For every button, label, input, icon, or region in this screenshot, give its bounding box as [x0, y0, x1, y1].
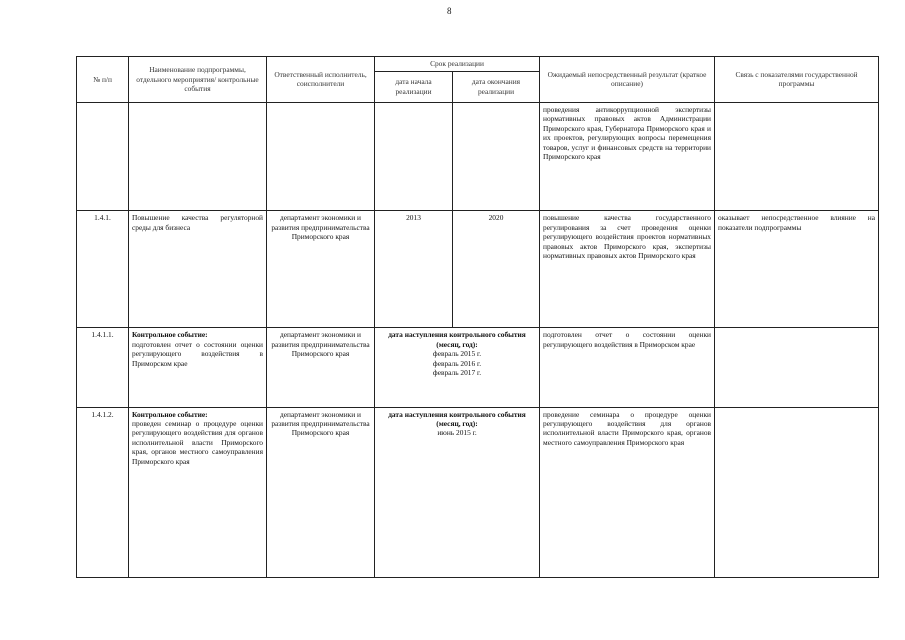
- row-result: проведения антикоррупционной экспертизы нормативных правовых актов Администрации Приморского края, Губернатора Приморского края и их проектов, регулирующих вопросы перемещения товаров, услуг и финансовых средств на территории Приморского края: [540, 102, 715, 211]
- row-name: [129, 102, 267, 211]
- header-responsible: Ответственный исполнитель, соисполнители: [267, 57, 375, 103]
- control-event-label: Контрольное событие:: [132, 330, 208, 340]
- header-num: № п/п: [77, 57, 129, 103]
- table-row: [77, 102, 879, 211]
- control-event-label: Контрольное событие:: [132, 409, 208, 419]
- row-link: [715, 407, 879, 577]
- table-row: [77, 211, 879, 328]
- row-num: 1.4.1.1.: [77, 328, 129, 407]
- row-end: 2020: [453, 211, 540, 328]
- row-num: [77, 102, 129, 211]
- row-num: 1.4.1.2.: [77, 407, 129, 577]
- row-responsible: департамент экономики и развития предпринимательства Приморского края: [267, 328, 375, 407]
- row-end: [453, 102, 540, 211]
- header-result: Ожидаемый непосредственный результат (краткое описание): [540, 57, 715, 103]
- row-start: 2013: [375, 211, 453, 328]
- row-link: [715, 102, 879, 211]
- control-event-date: февраль 2015 г.: [432, 349, 482, 359]
- row-responsible: департамент экономики и развития предпринимательства Приморского края: [267, 211, 375, 328]
- table-row: [77, 407, 879, 577]
- header-start-date: дата начала реализации: [375, 71, 453, 102]
- row-link: оказывает непосредственное влияние на показатели подпрограммы: [715, 211, 879, 328]
- program-plan-table: [76, 56, 879, 578]
- row-responsible: департамент экономики и развития предпринимательства Приморского края: [267, 407, 375, 577]
- row-result: проведение семинара о процедуре оценки регулирующего воздействия для органов исполнительной власти Приморского края, органов местного самоуправления Приморского края: [540, 407, 715, 577]
- control-event-date: февраль 2016 г.: [432, 358, 482, 368]
- header-period: Срок реализации: [375, 57, 540, 72]
- header-link: Связь с показателями государственной программы: [715, 57, 879, 103]
- row-result: подготовлен отчет о состоянии оценки регулирующего воздействия в Приморском крае: [540, 328, 715, 407]
- control-event-date-title: дата наступления контрольного события (месяц, год):: [388, 330, 526, 349]
- row-name: подготовлен отчет о состоянии оценки регулирующего воздействия в Приморском крае: [132, 339, 263, 368]
- control-event-date: июнь 2015 г.: [437, 428, 477, 438]
- header-end-date: дата окончания реализации: [453, 71, 540, 102]
- row-result: повышение качества государственного регулирования за счет проведения оценки регулирующего воздействия проектов нормативных правовых актов Приморского края, экспертизы нормативных правовых актов Приморского края: [540, 211, 715, 328]
- row-start: [375, 102, 453, 211]
- row-num: 1.4.1.: [77, 211, 129, 328]
- control-event-date-title: дата наступления контрольного события (месяц, год):: [388, 409, 526, 428]
- table-row: [77, 328, 879, 407]
- header-name: Наименование подпрограммы, отдельного мероприятия/ контрольные события: [129, 57, 267, 103]
- row-link: [715, 328, 879, 407]
- row-name: проведен семинар о процедуре оценки регулирующего воздействия для органов исполнительной власти Приморского края, органов местного самоуправления Приморского края: [132, 419, 263, 466]
- row-responsible: [267, 102, 375, 211]
- row-name: Повышение качества регуляторной среды для бизнеса: [129, 211, 267, 328]
- control-event-date: февраль 2017 г.: [432, 368, 482, 378]
- page-number: 8: [447, 6, 452, 16]
